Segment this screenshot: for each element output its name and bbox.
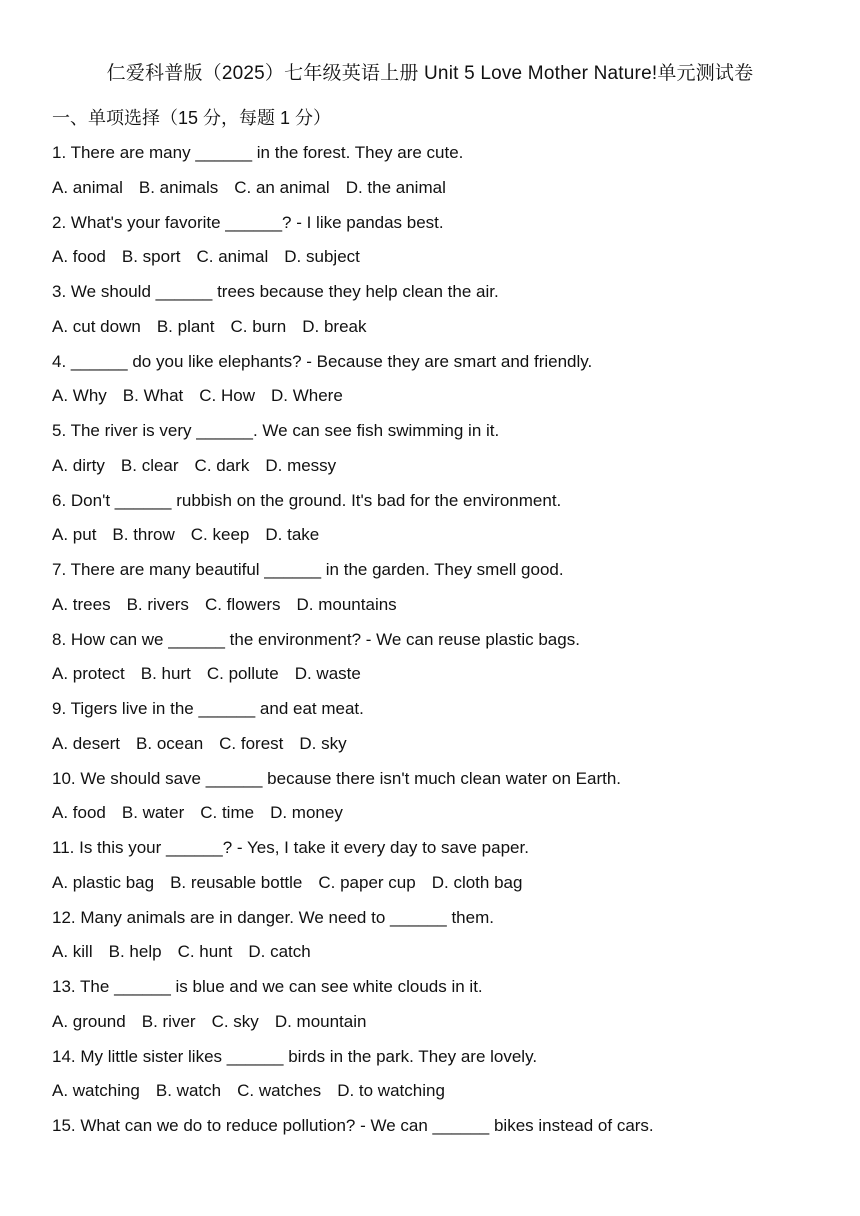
option-choice: B. animals xyxy=(138,177,219,197)
question-options xyxy=(52,591,832,626)
question-item xyxy=(52,834,832,904)
option-choice: A. food xyxy=(52,803,106,823)
option-choice: A. watching xyxy=(52,1081,140,1101)
document-title: 仁爱科普版（2025）七年级英语上册 Unit 5 Love Mother Nature!单元测试卷 xyxy=(106,63,754,84)
option-choice: A. protect xyxy=(52,664,125,684)
question-stem: 11. Is this your ______? - Yes, I take it every day to save paper. xyxy=(52,838,529,857)
question-item xyxy=(52,209,832,279)
option-choice: B. rivers xyxy=(126,594,189,614)
question-item xyxy=(52,765,832,835)
option-choice: B. hurt xyxy=(140,664,191,684)
option-choice: C. paper cup xyxy=(318,872,416,892)
question-options xyxy=(52,869,832,904)
option-choice: B. sport xyxy=(121,247,181,267)
option-choice: A. dirty xyxy=(52,455,105,475)
option-choice: B. plant xyxy=(156,316,215,336)
question-stem: 4. ______ do you like elephants? - Because they are smart and friendly. xyxy=(52,351,593,371)
option-choice: D. to watching xyxy=(337,1081,445,1101)
question-options xyxy=(52,1077,832,1112)
question-item xyxy=(52,1043,832,1113)
option-choice: A. put xyxy=(52,525,97,545)
option-choice: A. desert xyxy=(52,733,121,753)
option-choice: D. mountains xyxy=(296,594,397,614)
option-choice: C. animal xyxy=(196,247,269,267)
option-choice: D. messy xyxy=(265,455,337,475)
option-choice: D. money xyxy=(270,803,343,823)
question-item xyxy=(52,1112,832,1147)
option-choice: D. waste xyxy=(294,664,361,684)
option-choice: D. take xyxy=(265,525,320,545)
option-choice: A. cut down xyxy=(52,316,141,336)
question-stem: 13. The ______ is blue and we can see white clouds in it. xyxy=(52,977,483,996)
question-stem: 15. What can we do to reduce pollution? - We can ______ bikes instead of cars. xyxy=(52,1116,654,1135)
question-item xyxy=(52,695,832,765)
question-stem: 5. The river is very ______. We can see fish swimming in it. xyxy=(52,421,500,440)
option-choice: B. throw xyxy=(112,525,175,545)
question-options xyxy=(52,730,832,765)
question-item xyxy=(52,556,832,626)
option-choice: A. plastic bag xyxy=(52,872,155,892)
question-options xyxy=(52,382,832,417)
option-choice: B. clear xyxy=(120,455,179,475)
question-item xyxy=(52,904,832,974)
option-choice: C. forest xyxy=(219,733,284,753)
question-options xyxy=(52,243,832,278)
option-choice: C. time xyxy=(200,803,255,823)
option-choice: B. water xyxy=(121,803,185,823)
option-choice: B. What xyxy=(122,386,184,406)
question-options xyxy=(52,799,832,834)
option-choice: C. watches xyxy=(237,1081,322,1101)
question-item xyxy=(52,487,832,557)
option-choice: B. ocean xyxy=(136,733,204,753)
question-stem: 12. Many animals are in danger. We need to ______ them. xyxy=(52,907,494,927)
option-choice: B. watch xyxy=(155,1081,222,1101)
option-choice: A. trees xyxy=(52,594,111,614)
option-choice: A. ground xyxy=(52,1011,126,1031)
question-item xyxy=(52,139,832,209)
option-choice: C. sky xyxy=(211,1011,259,1031)
question-options xyxy=(52,1008,832,1043)
option-choice: C. hunt xyxy=(177,942,233,962)
option-choice: A. kill xyxy=(52,942,93,962)
question-stem: 14. My little sister likes ______ birds in the park. They are lovely. xyxy=(52,1046,538,1066)
question-options xyxy=(52,521,832,556)
option-choice: D. the animal xyxy=(345,177,446,197)
option-choice: C. keep xyxy=(190,525,250,545)
option-choice: B. reusable bottle xyxy=(170,872,303,892)
option-choice: A. food xyxy=(52,247,106,267)
option-choice: C. How xyxy=(199,386,255,406)
option-choice: C. flowers xyxy=(204,594,281,614)
option-choice: B. help xyxy=(108,942,162,962)
option-choice: D. mountain xyxy=(274,1011,367,1031)
option-choice: D. catch xyxy=(248,942,311,962)
question-list xyxy=(52,139,832,1147)
question-stem: 7. There are many beautiful ______ in the garden. They smell good. xyxy=(52,560,564,579)
question-item xyxy=(52,278,832,348)
question-stem: 10. We should save ______ because there isn't much clean water on Earth. xyxy=(52,768,622,788)
option-choice: C. pollute xyxy=(206,664,279,684)
option-choice: D. Where xyxy=(271,386,343,406)
question-item xyxy=(52,417,832,487)
option-choice: D. break xyxy=(302,316,367,336)
question-stem: 8. How can we ______ the environment? - We can reuse plastic bags. xyxy=(52,629,580,649)
question-stem: 6. Don't ______ rubbish on the ground. It's bad for the environment. xyxy=(52,490,562,510)
question-options xyxy=(52,452,832,487)
option-choice: B. river xyxy=(141,1011,196,1031)
option-choice: D. sky xyxy=(299,733,347,753)
option-choice: C. an animal xyxy=(234,177,330,197)
question-options xyxy=(52,174,832,209)
option-choice: A. animal xyxy=(52,177,123,197)
question-options xyxy=(52,313,832,348)
option-choice: C. burn xyxy=(230,316,287,336)
option-choice: D. cloth bag xyxy=(431,872,523,892)
question-item xyxy=(52,348,832,418)
question-stem: 9. Tigers live in the ______ and eat meat. xyxy=(52,699,364,718)
option-choice: C. dark xyxy=(194,455,250,475)
question-options xyxy=(52,938,832,973)
question-item xyxy=(52,973,832,1043)
question-stem: 1. There are many ______ in the forest. They are cute. xyxy=(52,143,464,162)
section-heading: 一、单项选择（15 分，每题 1 分） xyxy=(52,108,332,128)
question-options xyxy=(52,660,832,695)
option-choice: D. subject xyxy=(284,247,360,267)
question-stem: 3. We should ______ trees because they help clean the air. xyxy=(52,282,499,301)
option-choice: A. Why xyxy=(52,386,107,406)
question-item xyxy=(52,626,832,696)
question-stem: 2. What's your favorite ______? - I like pandas best. xyxy=(52,212,444,232)
